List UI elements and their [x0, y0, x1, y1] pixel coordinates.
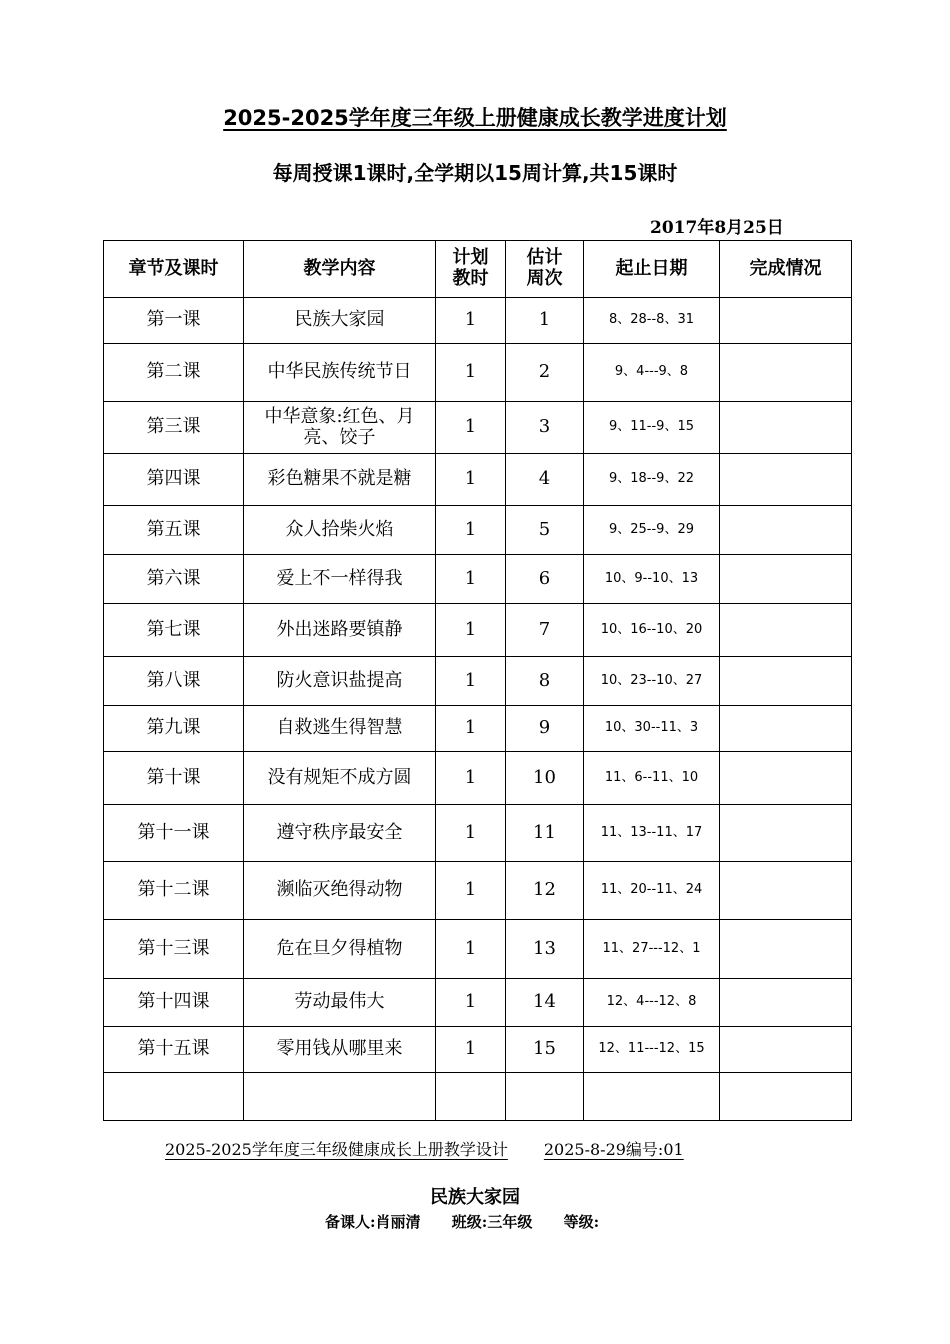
- table-row: [104, 454, 852, 506]
- cell-status: [720, 604, 852, 657]
- cell-dates: 11、20--11、24: [584, 862, 720, 920]
- page-title: 2025-2025学年度三年级上册健康成长教学进度计划: [223, 106, 727, 130]
- cell-content: 遵守秩序最安全: [244, 805, 436, 862]
- cell-week: 3: [506, 402, 584, 454]
- cell-week: 1: [506, 298, 584, 344]
- cell-chapter: 第十五课: [104, 1027, 244, 1073]
- table-row: [104, 805, 852, 862]
- schedule-table: [103, 240, 852, 1121]
- cell-content: 中华意象:红色、月亮、饺子: [244, 402, 436, 454]
- cell-dates: 12、4---12、8: [584, 979, 720, 1027]
- table-body: [104, 298, 852, 1121]
- header-content: 教学内容: [244, 241, 436, 298]
- cell-dates: 9、4---9、8: [584, 344, 720, 402]
- cell-chapter: 第八课: [104, 657, 244, 706]
- cell-status: [720, 506, 852, 555]
- teacher-label: 备课人:肖丽清: [325, 1213, 421, 1231]
- cell-dates: 10、9--10、13: [584, 555, 720, 604]
- header-hours: 计划教时: [436, 241, 506, 298]
- table-row: [104, 344, 852, 402]
- footer-line: [165, 1137, 684, 1160]
- cell-hours: 1: [436, 555, 506, 604]
- table-row: [104, 1027, 852, 1073]
- table-row: [104, 979, 852, 1027]
- cell-content: 没有规矩不成方圆: [244, 752, 436, 805]
- cell-status: [720, 344, 852, 402]
- cell-status: [720, 657, 852, 706]
- cell-content: 民族大家园: [244, 298, 436, 344]
- table-row: [104, 506, 852, 555]
- cell-dates: 9、11--9、15: [584, 402, 720, 454]
- cell-week: 15: [506, 1027, 584, 1073]
- cell-hours: 1: [436, 1027, 506, 1073]
- cell-status: [720, 555, 852, 604]
- cell-hours: 1: [436, 604, 506, 657]
- table-row: [104, 657, 852, 706]
- cell-dates: 11、27---12、1: [584, 920, 720, 979]
- table-row: [104, 402, 852, 454]
- grade-label: 等级:: [563, 1213, 600, 1231]
- cell-week: 13: [506, 920, 584, 979]
- cell-chapter: 第一课: [104, 298, 244, 344]
- cell-week: [506, 1073, 584, 1121]
- cell-content: 中华民族传统节日: [244, 344, 436, 402]
- cell-content: [244, 1073, 436, 1121]
- cell-hours: 1: [436, 979, 506, 1027]
- cell-status: [720, 920, 852, 979]
- cell-status: [720, 862, 852, 920]
- cell-chapter: [104, 1073, 244, 1121]
- cell-content: 危在旦夕得植物: [244, 920, 436, 979]
- cell-week: 8: [506, 657, 584, 706]
- cell-hours: 1: [436, 344, 506, 402]
- cell-content: 彩色糖果不就是糖: [244, 454, 436, 506]
- header-status: 完成情况: [720, 241, 852, 298]
- cell-week: 4: [506, 454, 584, 506]
- cell-week: 10: [506, 752, 584, 805]
- cell-chapter: 第十三课: [104, 920, 244, 979]
- cell-status: [720, 979, 852, 1027]
- cell-dates: [584, 1073, 720, 1121]
- table-row: [104, 298, 852, 344]
- cell-chapter: 第十二课: [104, 862, 244, 920]
- cell-hours: 1: [436, 506, 506, 555]
- cell-week: 11: [506, 805, 584, 862]
- cell-dates: 9、25--9、29: [584, 506, 720, 555]
- cell-hours: 1: [436, 402, 506, 454]
- cell-hours: 1: [436, 752, 506, 805]
- lesson-meta: [325, 1211, 625, 1232]
- cell-week: 2: [506, 344, 584, 402]
- cell-status: [720, 1073, 852, 1121]
- cell-dates: 10、30--11、3: [584, 706, 720, 752]
- header-week: 估计周次: [506, 241, 584, 298]
- page-subtitle: 每周授课1课时,全学期以15周计算,共15课时: [272, 161, 678, 185]
- cell-chapter: 第七课: [104, 604, 244, 657]
- header-chapter: 章节及课时: [104, 241, 244, 298]
- plan-date: 2017年8月25日: [650, 218, 784, 238]
- cell-content: 外出迷路要镇静: [244, 604, 436, 657]
- cell-chapter: 第二课: [104, 344, 244, 402]
- lesson-title: 民族大家园: [430, 1187, 520, 1208]
- cell-dates: 11、6--11、10: [584, 752, 720, 805]
- cell-dates: 11、13--11、17: [584, 805, 720, 862]
- cell-hours: 1: [436, 657, 506, 706]
- cell-dates: 8、28--8、31: [584, 298, 720, 344]
- cell-chapter: 第十四课: [104, 979, 244, 1027]
- cell-status: [720, 298, 852, 344]
- cell-content: 濒临灭绝得动物: [244, 862, 436, 920]
- cell-week: 12: [506, 862, 584, 920]
- table-row: [104, 555, 852, 604]
- cell-chapter: 第十一课: [104, 805, 244, 862]
- table-row: [104, 706, 852, 752]
- cell-status: [720, 805, 852, 862]
- table-row: [104, 752, 852, 805]
- table-row: [104, 920, 852, 979]
- cell-dates: 10、16--10、20: [584, 604, 720, 657]
- cell-chapter: 第九课: [104, 706, 244, 752]
- cell-content: 劳动最伟大: [244, 979, 436, 1027]
- cell-hours: 1: [436, 920, 506, 979]
- cell-content: 零用钱从哪里来: [244, 1027, 436, 1073]
- cell-week: 9: [506, 706, 584, 752]
- footer-left: 2025-2025学年度三年级健康成长上册教学设计: [165, 1140, 508, 1159]
- footer-right: 2025-8-29编号:01: [543, 1140, 684, 1159]
- cell-hours: 1: [436, 454, 506, 506]
- cell-dates: 10、23--10、27: [584, 657, 720, 706]
- cell-week: 6: [506, 555, 584, 604]
- cell-chapter: 第五课: [104, 506, 244, 555]
- table-header-row: [104, 241, 852, 298]
- cell-hours: 1: [436, 862, 506, 920]
- cell-dates: 12、11---12、15: [584, 1027, 720, 1073]
- table-row: [104, 1073, 852, 1121]
- cell-status: [720, 454, 852, 506]
- cell-chapter: 第十课: [104, 752, 244, 805]
- cell-chapter: 第六课: [104, 555, 244, 604]
- class-label: 班级:三年级: [451, 1213, 533, 1231]
- cell-content: 防火意识盐提高: [244, 657, 436, 706]
- cell-hours: 1: [436, 298, 506, 344]
- cell-content: 爱上不一样得我: [244, 555, 436, 604]
- cell-content: 众人拾柴火焰: [244, 506, 436, 555]
- cell-chapter: 第三课: [104, 402, 244, 454]
- cell-week: 14: [506, 979, 584, 1027]
- cell-hours: 1: [436, 706, 506, 752]
- cell-week: 5: [506, 506, 584, 555]
- cell-hours: 1: [436, 805, 506, 862]
- cell-status: [720, 402, 852, 454]
- header-dates: 起止日期: [584, 241, 720, 298]
- cell-status: [720, 706, 852, 752]
- cell-content: 自救逃生得智慧: [244, 706, 436, 752]
- table-row: [104, 862, 852, 920]
- cell-dates: 9、18--9、22: [584, 454, 720, 506]
- cell-status: [720, 752, 852, 805]
- cell-week: 7: [506, 604, 584, 657]
- table-row: [104, 604, 852, 657]
- cell-hours: [436, 1073, 506, 1121]
- cell-chapter: 第四课: [104, 454, 244, 506]
- cell-status: [720, 1027, 852, 1073]
